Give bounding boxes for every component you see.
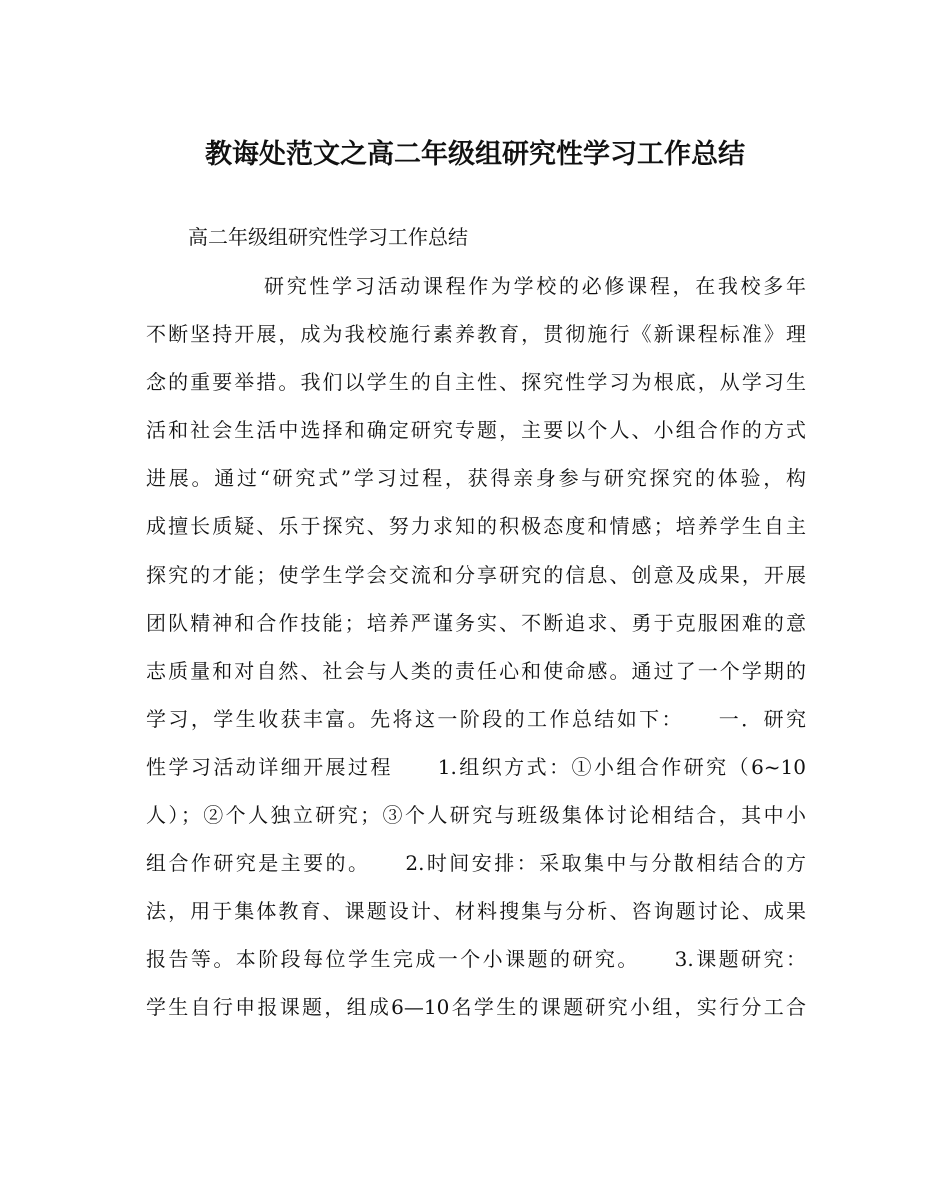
body-line: 团队精神和合作技能；培养严谨务实、不断追求、勇于克服困难的意	[146, 610, 806, 635]
document-subtitle: 高二年级组研究性学习工作总结	[188, 225, 468, 249]
body-line: 念的重要举措。我们以学生的自主性、探究性学习为根底，从学习生	[146, 370, 806, 395]
body-line: 组合作研究是主要的。 2.时间安排：采取集中与分散相结合的方	[146, 851, 806, 876]
document-title: 教诲处范文之高二年级组研究性学习工作总结	[205, 139, 745, 170]
body-line: 学习，学生收获丰富。先将这一阶段的工作总结如下： 一．研究	[146, 706, 806, 731]
body-line: 学生自行申报课题，组成6—10名学生的课题研究小组，实行分工合	[146, 995, 806, 1020]
body-line: 活和社会生活中选择和确定研究专题，主要以个人、小组合作的方式	[146, 418, 806, 443]
body-line: 成擅长质疑、乐于探究、努力求知的积极态度和情感；培养学生自主	[146, 514, 806, 539]
body-line: 性学习活动详细开展过程 1.组织方式：①小组合作研究（6~10	[146, 754, 806, 779]
body-line: 不断坚持开展，成为我校施行素养教育，贯彻施行《新课程标准》理	[146, 322, 806, 347]
body-line: 进展。通过“研究式”学习过程，获得亲身参与研究探究的体验，构	[146, 466, 806, 491]
body-line: 探究的才能；使学生学会交流和分享研究的信息、创意及成果，开展	[146, 562, 806, 587]
body-line: 法，用于集体教育、课题设计、材料搜集与分析、咨询题讨论、成果	[146, 899, 806, 924]
body-line: 研究性学习活动课程作为学校的必修课程，在我校多年	[264, 274, 806, 298]
body-line: 人）；②个人独立研究；③个人研究与班级集体讨论相结合，其中小	[146, 803, 806, 828]
document-body	[146, 268, 806, 1038]
body-line: 报告等。本阶段每位学生完成一个小课题的研究。 3.课题研究：	[146, 947, 806, 972]
body-line: 志质量和对自然、社会与人类的责任心和使命感。通过了一个学期的	[146, 658, 806, 683]
